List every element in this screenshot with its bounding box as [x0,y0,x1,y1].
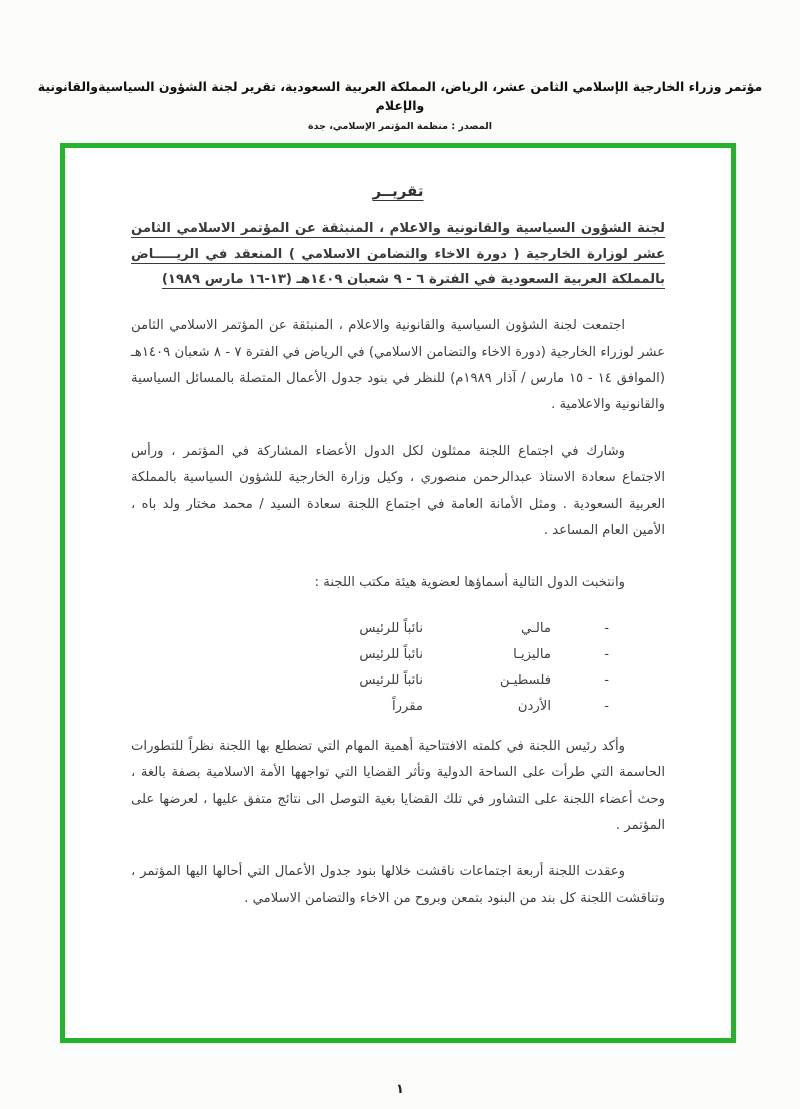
bureau-country: الأردن [517,698,551,714]
report-heading [131,216,665,293]
paragraph-1: اجتمعت لجنة الشؤون السياسية والقانونية والاعلام ، المنبثقة عن المؤتمر الاسلامي الثامن عشر لوزراء الخارجية (دورة الاخاء والتضامن الاسلامي) في الرياض في الفترة ٧ - ٨ شعبان ١٤٠٩هـ (الموافق ١٤ - ١٥ مارس / آذار ١٩٨٩م) للنظر في بنود جدول الأعمال المتصلة بالمسائل السياسية والقانونية والاعلامية . [131,318,665,413]
bureau-row-jordan [131,699,609,714]
bureau-role: نائباً للرئيس [359,620,423,636]
heading-line-1: لجنة الشؤون السياسية والقانونية والاعلام ، المنبثقة عن المؤتمر الاسلامي الثامن [131,221,665,236]
bureau-list-intro: وانتخبت الدول التالية أسماؤها لعضوية هيئة مكتب اللجنة : [314,575,625,591]
heading-line-2: عشر لوزارة الخارجية ( دورة الاخاء والتضامن الاسلامي ) المنعقد في الريـــــاض [131,246,665,262]
bureau-country: مالـي [521,620,551,636]
bureau-role: نائباً للرئيس [359,672,423,688]
bureau-country: ماليزيـا [513,646,551,662]
header-source: المصدر : منظمة المؤتمر الإسلامي، جدة [308,120,492,132]
paragraph-2: وشارك في اجتماع اللجنة ممثلون لكل الدول الأعضاء المشاركة في المؤتمر ، ورأس الاجتماع سعادة الاستاذ عبدالرحمن منصوري ، وكيل وزارة الخارجية للشؤون السياسية بالمملكة العربية السعودية . ومثل الأمانة العامة في اجتماع اللجنة سعادة السيد / محمد مختار ولد باه ، الأمين العام المساعد . [131,443,665,539]
list-dash: - [604,698,609,714]
paragraph-4: وأكد رئيس اللجنة في كلمته الافتتاحية أهمية المهام التي تضطلع بها اللجنة نظراً للتطورات الحاسمة التي طرأت على الساحة الدولية وتأثر القضايا التي تواجهها الأمة الاسلامية بصفة بالغة ، وحث أعضاء اللجنة على التشاور في تلك القضايا بغية التوصل الى نتائج متفق عليها ، لعرضها على المؤتمر . [131,738,665,834]
header-title: مؤتمر وزراء الخارجية الإسلامي الثامن عشر، الرياض، المملكة العربية السعودية، تقرير لجنة الشؤون السياسيةوالقانونية والإعلام [37,79,763,113]
bureau-role: مقرراً [391,698,423,714]
bureau-row-malaysia [131,647,609,662]
bureau-list [131,621,609,714]
list-dash: - [604,672,609,688]
scan-highlight-frame [60,143,736,1043]
paragraph-5: وعقدت اللجنة أربعة اجتماعات ناقشت خلالها بنود جدول الأعمال التي أحالها اليها المؤتمر ، وتناقشت اللجنة كل بند من البنود بتمعن وبروح من الاخاء والتضامن الاسلامي . [131,864,665,906]
bureau-country: فلسطيـن [499,672,551,688]
document-header [0,78,800,132]
list-dash: - [604,646,609,662]
bureau-role: نائباً للرئيس [359,646,423,662]
bureau-row-mali [131,621,609,636]
scanned-document-body [65,148,731,1038]
heading-line-3: بالمملكة العربية السعودية في الفترة ٦ - ٩ شعبان ١٤٠٩هـ (١٣-١٦ مارس ١٩٨٩) [161,272,665,288]
list-dash: - [604,620,609,636]
bureau-row-palestine [131,673,609,688]
page-number: ١ [396,1082,404,1097]
report-title: تقريــر [372,182,424,200]
